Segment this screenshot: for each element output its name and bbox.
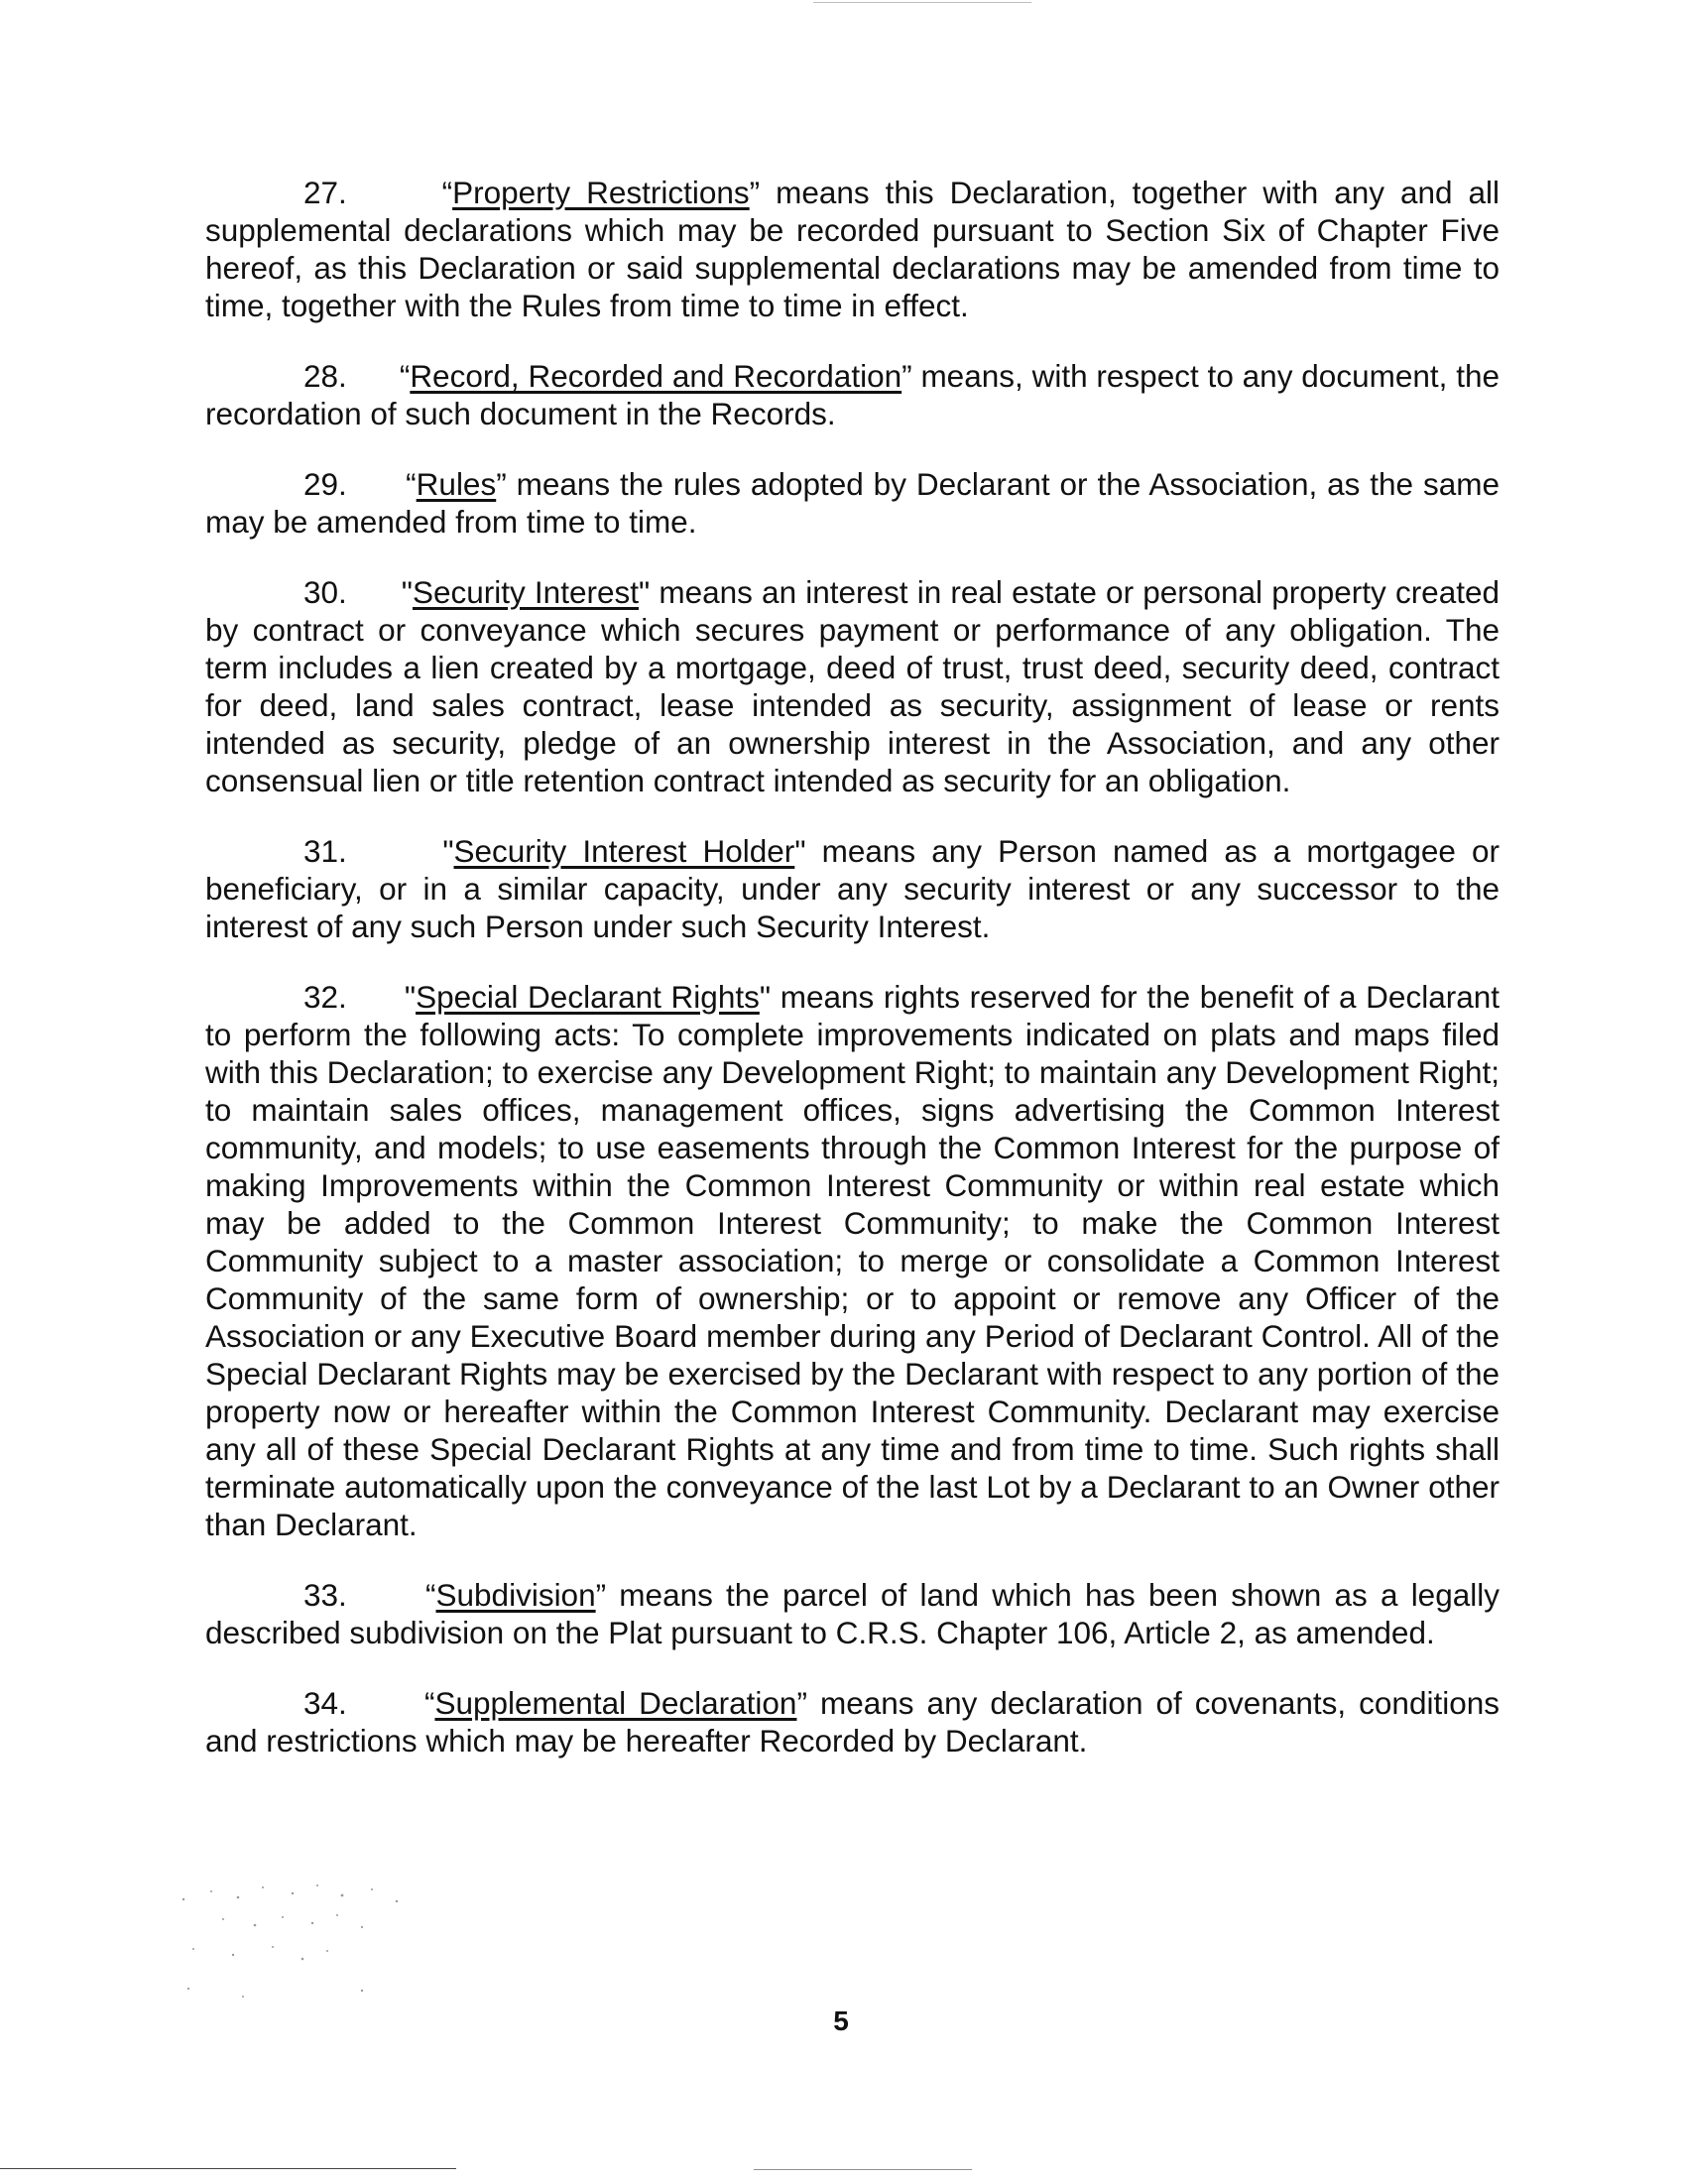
defined-term: Rules (416, 466, 497, 502)
definition-paragraph (205, 832, 1500, 945)
defined-term: Property Restrictions (452, 175, 750, 210)
close-quote: " (794, 833, 806, 869)
definition-paragraph (205, 174, 1500, 324)
defined-term: Security Interest Holder (453, 833, 795, 869)
defined-term: Security Interest (412, 574, 639, 610)
open-quote: “ (423, 1685, 435, 1721)
definition-text: means, with respect to any document, the recordation of such document in the Records. (205, 358, 1500, 431)
definition-paragraph (205, 1576, 1500, 1651)
open-quote: " (442, 833, 454, 869)
open-quote: " (401, 574, 413, 610)
open-quote: “ (399, 358, 411, 394)
scan-artifact-bottom-right (754, 2169, 972, 2170)
close-quote: ” (496, 466, 507, 502)
definition-number: 28. (303, 358, 347, 394)
close-quote: ” (595, 1577, 607, 1613)
definition-paragraph (205, 357, 1500, 432)
definition-number: 32. (303, 979, 347, 1015)
definition-number: 33. (303, 1577, 347, 1613)
scan-artifact-top (813, 2, 1031, 3)
document-body (205, 174, 1500, 1792)
open-quote: “ (425, 1577, 436, 1613)
open-quote: " (404, 979, 417, 1015)
close-quote: ” (901, 358, 912, 394)
definition-text: means rights reserved for the benefit of a Declarant to perform the following acts: To complete improvements indicated on plats and maps filed with this Declaration; to exercise any Development Right; to maintain any Development Right; to maintain sales offices, management offices, signs advertising the Common Interest community, and models; to use easements through the Common Interest for the purpose of making Improvements within the Common Interest Community or within real estate which may be added to the Common Interest Community; to make the Common Interest Community subject to a master association; to merge or consolidate a Common Interest Community of the same form of ownership; or to appoint or remove any Officer of the Association or any Executive Board member during any Period of Declarant Control. All of the Special Declarant Rights may be exercised by the Declarant with respect to any portion of the property now or hereafter within the Common Interest Community. Declarant may exercise any all of these Special Declarant Rights at any time and from time to time. Such rights shall terminate automatically upon the conveyance of the last Lot by a Declarant to an Owner other than Declarant. (205, 979, 1501, 1542)
close-quote: " (638, 574, 651, 610)
page-number: 5 (833, 2005, 849, 2036)
definition-text: means an interest in real estate or personal property created by contract or conveyance which secures payment or performance of any obligation. The term includes a lien created by a mortgage, deed of trust, trust deed, security deed, contract for deed, land sales contract, lease intended as security, assignment of lease or rents intended as security, pledge of an ownership interest in the Association, and any other consensual lien or title retention contract intended as security for an obligation. (205, 574, 1501, 798)
definition-number: 31. (303, 833, 347, 869)
defined-term: Subdivision (435, 1577, 596, 1613)
definition-number: 27. (303, 175, 347, 210)
open-quote: “ (441, 175, 453, 210)
definition-paragraph (205, 978, 1500, 1543)
definition-text: means any Person named as a mortgagee or beneficiary, or in a similar capacity, under any security interest or any successor to the interest of any such Person under such Security Interest. (205, 833, 1501, 944)
close-quote: ” (749, 175, 761, 210)
open-quote: “ (406, 466, 417, 502)
definition-text: means any declaration of covenants, conditions and restrictions which may be hereafter Recorded by Declarant. (205, 1685, 1501, 1759)
definition-text: means this Declaration, together with any and all supplemental declarations which may be recorded pursuant to Section Six of Chapter Five hereof, as this Declaration or said supplemental declarations may be amended from time to time, together with the Rules from time to time in effect. (205, 175, 1500, 323)
defined-term: Supplemental Declaration (434, 1685, 797, 1721)
definition-number: 34. (303, 1685, 347, 1721)
definition-paragraph (205, 465, 1500, 541)
scan-artifact-bottom-left (0, 2168, 456, 2169)
defined-term: Special Declarant Rights (416, 979, 760, 1015)
definition-text: means the rules adopted by Declarant or the Association, as the same may be amended from time to time. (205, 466, 1500, 540)
definition-number: 30. (303, 574, 347, 610)
close-quote: " (759, 979, 772, 1015)
definition-text: means the parcel of land which has been shown as a legally described subdivision on the Plat pursuant to C.R.S. Chapter 106, Article 2, as amended. (205, 1577, 1500, 1650)
definition-paragraph (205, 573, 1500, 799)
defined-term: Record, Recorded and Recordation (410, 358, 902, 394)
definition-number: 29. (303, 466, 347, 502)
close-quote: ” (796, 1685, 807, 1721)
definition-paragraph (205, 1684, 1500, 1759)
